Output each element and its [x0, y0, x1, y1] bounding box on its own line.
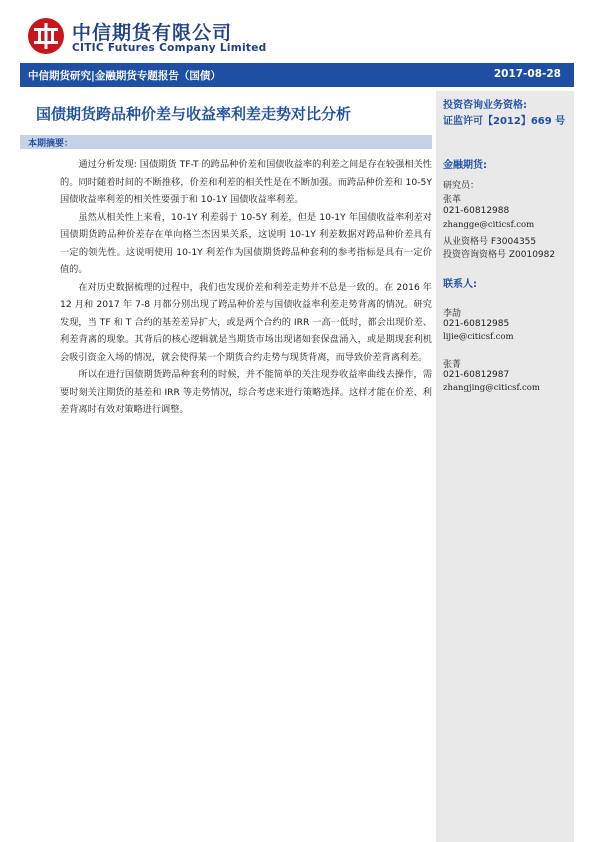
contact-email[interactable]: lijie@citicsf.com [443, 332, 514, 342]
qualification-text: 证监许可【2012】669 号 [443, 116, 566, 127]
researcher-label: 研究员： [443, 181, 480, 191]
brand-name-en: CITIC Futures Company Limited [72, 42, 267, 54]
contact-name: 李劼 [443, 309, 462, 319]
summary-paragraph: 虽然从相关性上来看，10-1Y 利差弱于 10-5Y 利差，但是 10-1Y 年国债收益率利差对国债期货跨品种价差存在单向格兰杰因果关系，这说明 10-1Y 利差数据对跨品种价差具有一定的领先性。这说明使用 10-1Y 利差作为国债期货跨品种套利的参考指标是具有一定价值的。 [60, 211, 432, 275]
report-date: 2017-08-28 [493, 68, 561, 80]
summary-paragraph: 所以在进行国债期货跨品种套利的时候，并不能简单的关注现券收益率曲线去操作，需要时刻关注期货的基差和 IRR 等走势情况，综合考虑来进行策略选择。这样才能在价差、利差背离时有效对策略进行调整。 [60, 369, 432, 415]
researcher-name: 张革 [443, 195, 462, 205]
summary-paragraph: 在对历史数据梳理的过程中，我们也发现价差和利差走势并不总是一致的。在 2016 年 12 月和 2017 年 7-8 月都分别出现了跨品种价差与国债收益率利差走势背离的情况。研究发现，当 TF 和 T 合约的基差差异扩大，或是两个合约的 IRR 一高一低时，都会出现价差、利差背离的现象。其背后的核心逻辑就是当期货市场出现诸如套保盘涌入，或是期现套利机会吸引资金入场的情况，就会使得某一个期货合约走势与现货背离，而导致价差背离利差。 [60, 281, 432, 363]
license-number: 从业资格号 F3004355 [443, 237, 537, 247]
report-title: 国债期货跨品种价差与收益率利差走势对比分析 [36, 105, 352, 123]
summary-paragraph: 通过分析发现: 国债期货 TF-T 的跨品种价差和国债收益率的利差之间是存在较强相关性的。同时随着时间的不断推移，价差和利差的相关性是在不断加强。而跨品种价差和 10-5Y 国债收益率利差的相关性要强于和 10-1Y 国债收益率利差。 [60, 159, 432, 205]
researcher-phone: 021-60812988 [443, 206, 510, 216]
brand-name-cn: 中信期货有限公司 [72, 22, 233, 44]
summary-label: 本期摘要： [28, 139, 74, 149]
citic-logo-icon [28, 18, 64, 54]
researcher-email[interactable]: zhangge@citicsf.com [443, 220, 535, 230]
contact-name: 张菁 [443, 360, 462, 370]
contacts-heading: 联系人: [443, 279, 477, 290]
contact-email[interactable]: zhangjing@citicsf.com [443, 383, 540, 393]
contact-phone: 021-60812985 [443, 319, 510, 329]
summary-body [60, 156, 432, 419]
summary-label-bar [20, 135, 432, 149]
advisory-license-number: 投资咨询资格号 Z0010982 [443, 250, 556, 260]
contact-phone: 021-60812987 [443, 370, 510, 380]
qualification-heading: 投资咨询业务资格: [443, 100, 527, 111]
report-category: 中信期货研究|金融期货专题报告（国债） [28, 70, 221, 82]
team-heading: 金融期货: [443, 160, 487, 171]
